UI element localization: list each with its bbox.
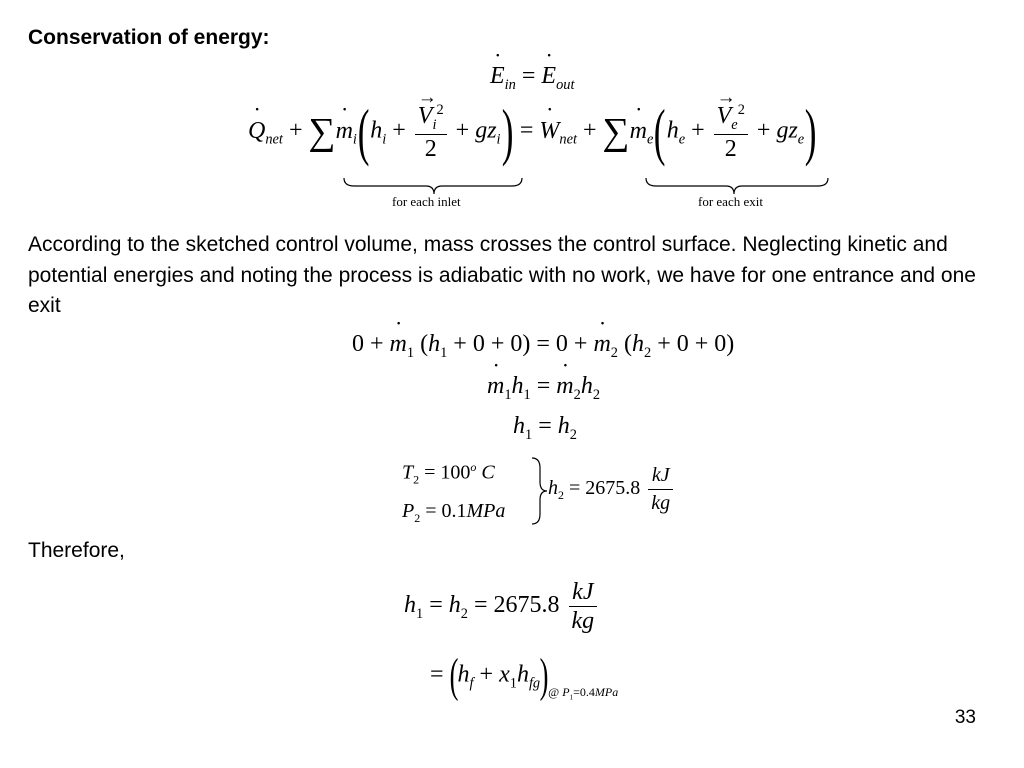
page-number: 33 [954,707,976,728]
equation-h1-value: $h_1 = h_2 = 2675.8$ $\frac{kJ}{kg}$ [404,580,600,633]
exit-label: for each exit [698,194,763,209]
state-brace [530,456,550,526]
equation-h1-quality-expression: = $(h_f + x_1h_{fg})_{@ P_1=0.4MPa}$ [430,649,619,702]
state2-temperature: $T_2 = 100^o$ C [402,460,495,487]
equation-simplified-balance: 0 + ˙ $m_1$ $(h_1 + 0 + 0) = 0$ + ˙ $m_2$ $(h_2 + 0 + 0)$ [352,332,734,360]
equation-mass-enthalpy: ˙ $m_1h_1$ = ˙ $m_2h_2$ [487,374,600,402]
slide-heading: Conservation of energy: [28,26,270,49]
exit-underbrace [646,178,828,194]
equation-steady-flow-energy: ˙ $Q_{net}$ + ∑˙ $m_i(h_i$ + → $\frac{V_i^2}{2}$ + $gz_i$) = ˙ $W_{net}$ + ∑˙ $m_e(h_e$ + → $\frac{V_e^2}{2}$ + $gz_e$) [248,100,817,164]
h2-value: $h_2 = 2675.8$ $\frac{kJ}{kg}$ [548,464,676,515]
inlet-label: for each inlet [392,194,461,209]
explanation-paragraph: According to the sketched control volume, mass crosses the control surface. Neglecting kinetic and potential energies and noting the process is adiabatic with no work, we have for one entrance and one exit [28,233,976,317]
state2-pressure: $P_2 = 0.1MPa$ [402,500,506,525]
therefore-text: Therefore, [28,539,125,562]
equation-h1-equals-h2: $h_1 = h_2$ [513,413,577,443]
equation-energy-rate-balance: ˙ $E_{in}$ = ˙ $E_{out}$ [490,64,574,92]
inlet-underbrace [344,178,522,194]
